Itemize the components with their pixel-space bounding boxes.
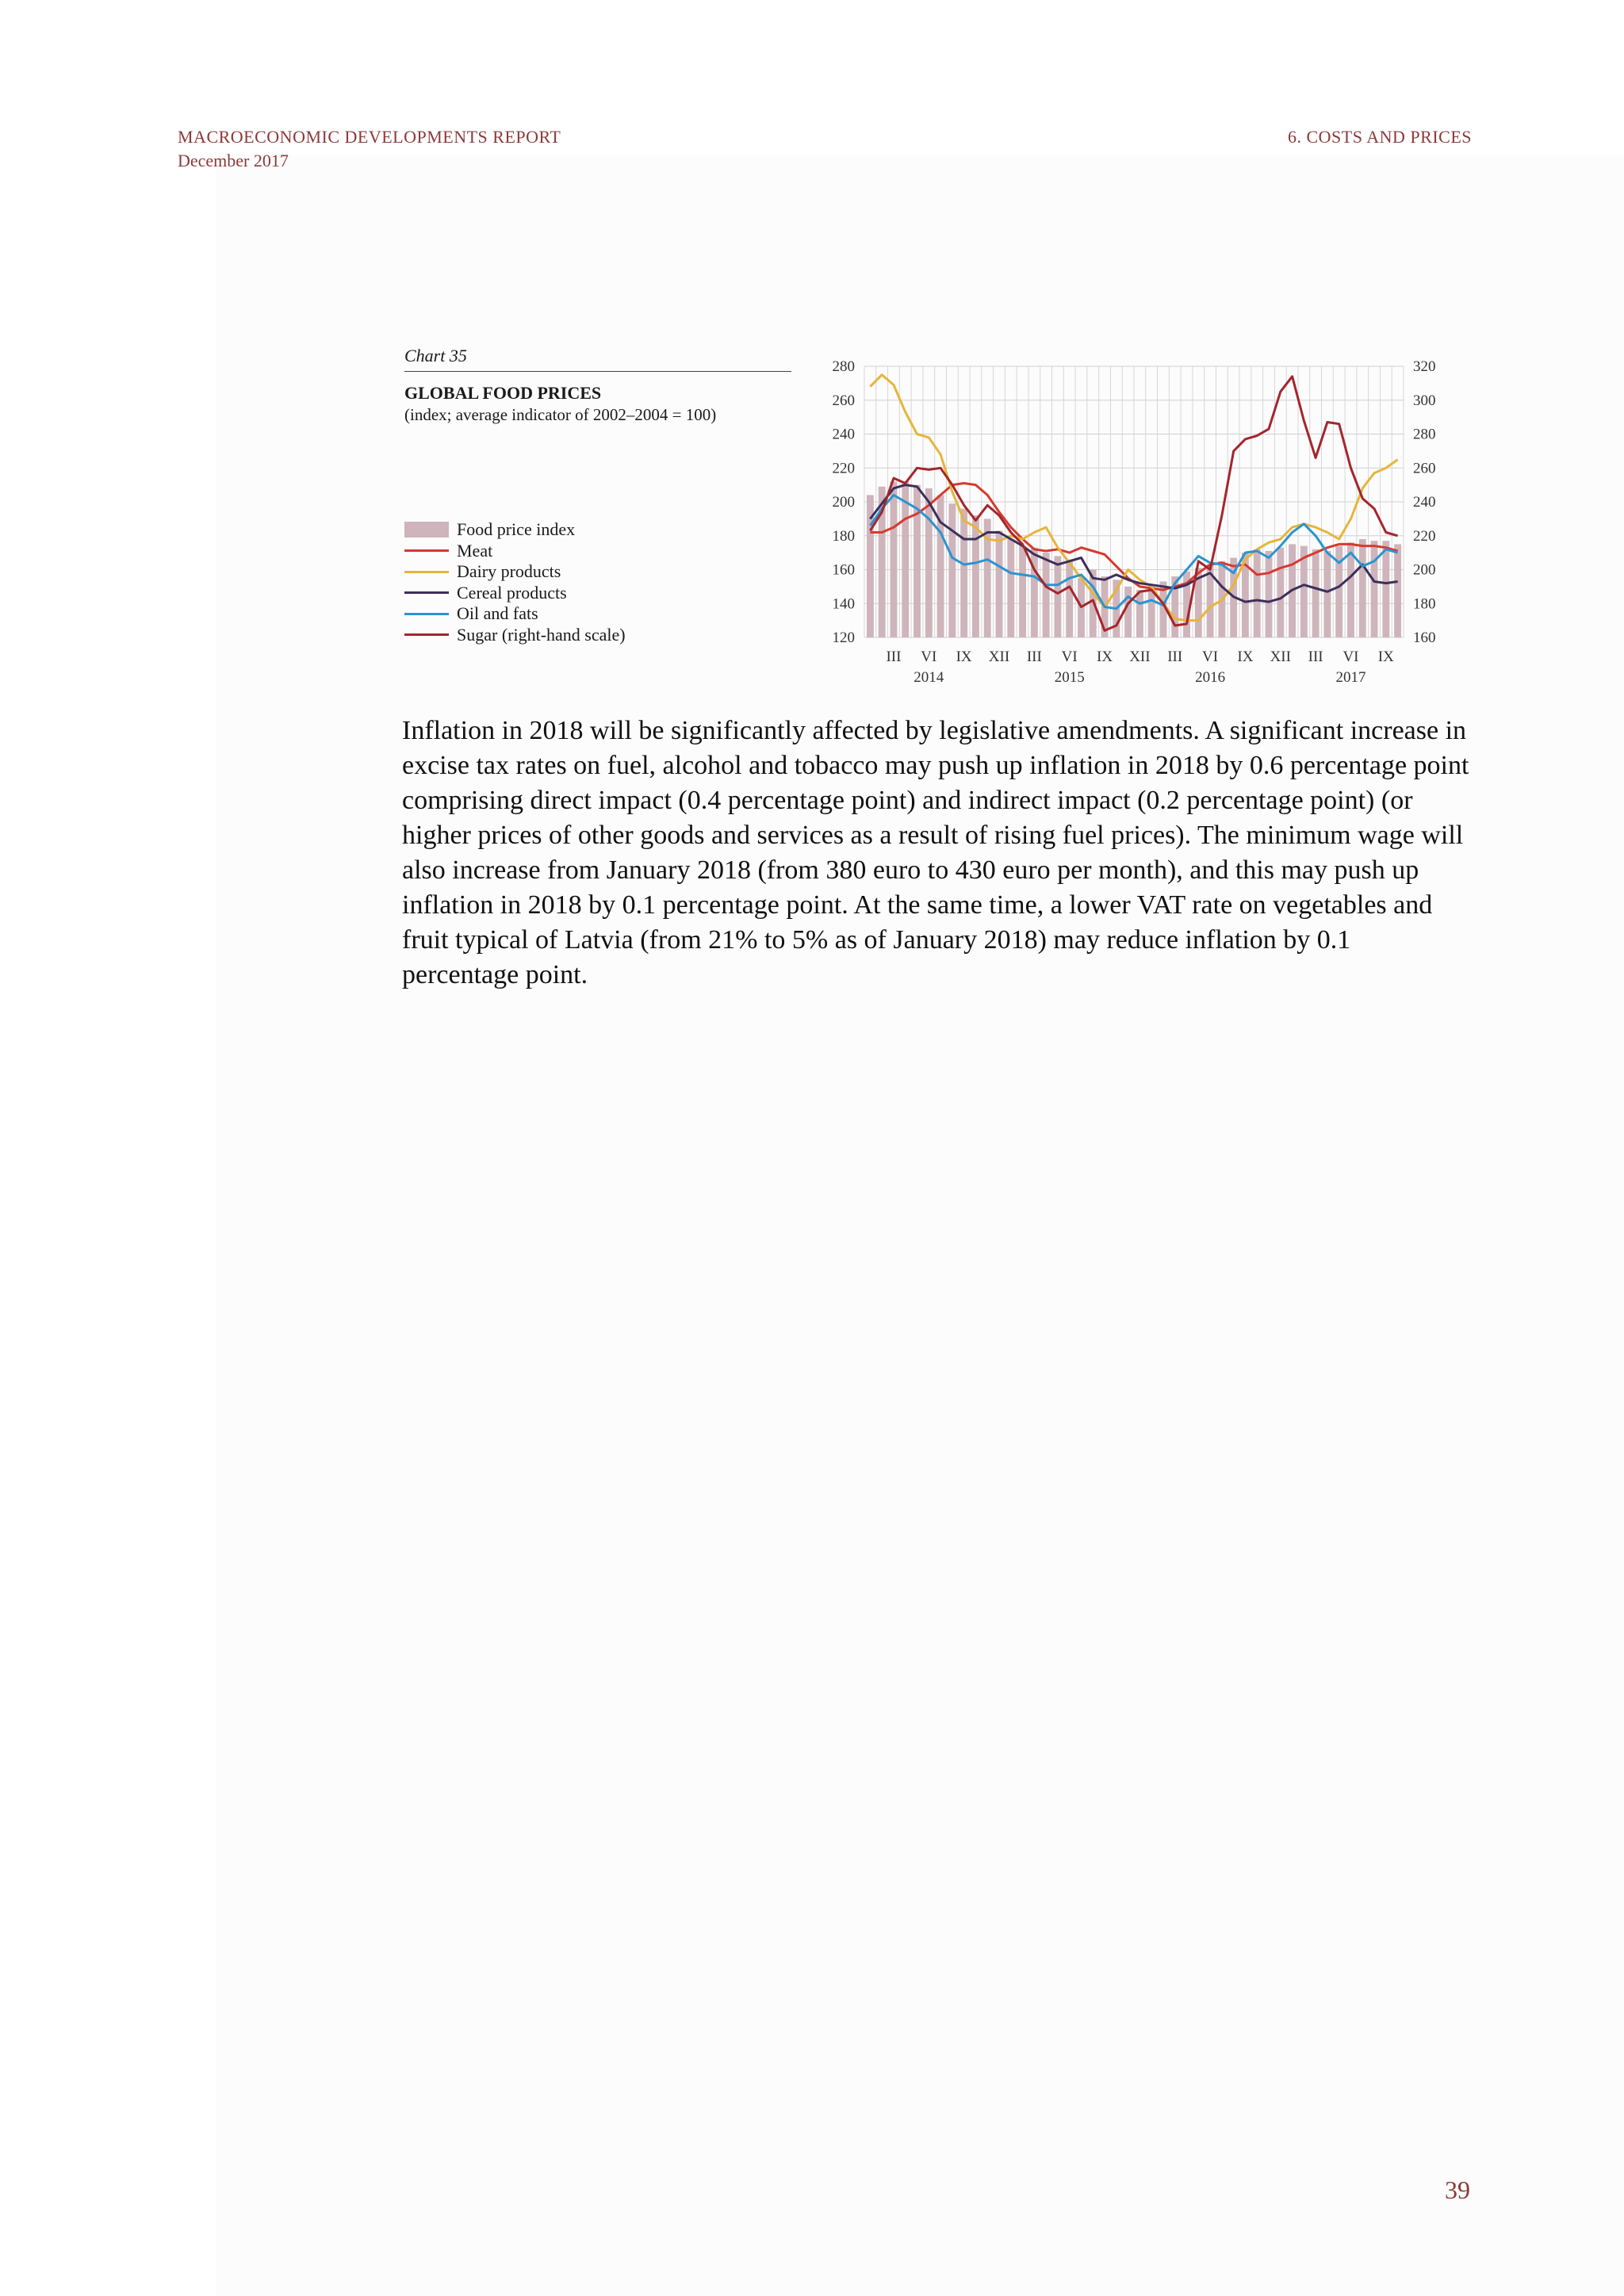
x-tick-label: IX (956, 649, 972, 665)
x-tick-label: XII (988, 649, 1010, 665)
y-right-tick-label: 200 (1413, 561, 1436, 579)
bar-food-price-index (1031, 548, 1038, 637)
x-year-label: 2014 (914, 669, 944, 686)
x-tick-label: XII (1129, 649, 1151, 665)
legend-item-dairy (404, 561, 626, 583)
section-header: 6. COSTS AND PRICES (1287, 127, 1472, 147)
bar-food-price-index (1371, 541, 1378, 637)
y-left-tick-label: 260 (832, 392, 855, 409)
y-left-tick-label: 140 (832, 595, 855, 613)
legend-label: Dairy products (457, 561, 561, 581)
bar-food-price-index (1043, 553, 1050, 637)
x-tick-label: IX (1097, 649, 1113, 665)
y-right-tick-label: 260 (1413, 460, 1436, 477)
x-tick-label: IX (1237, 649, 1254, 665)
legend-item-oil-fats (404, 603, 626, 625)
x-year-label: 2016 (1195, 669, 1226, 686)
chart-caption (404, 346, 791, 425)
legend-swatch (404, 571, 449, 573)
bar-food-price-index (925, 488, 933, 637)
x-tick-label: VI (1342, 649, 1359, 665)
bar-food-price-index (902, 481, 909, 637)
bar-food-price-index (1394, 544, 1401, 637)
bar-food-price-index (1007, 539, 1014, 637)
legend-swatch (404, 549, 449, 552)
legend-item-food-price-index (404, 519, 626, 541)
page-number: 39 (1445, 2175, 1470, 2204)
food-prices-chart (825, 349, 1459, 698)
x-tick-label: VI (1061, 649, 1078, 665)
y-left-tick-label: 220 (832, 460, 855, 477)
x-tick-label: XII (1270, 649, 1291, 665)
bar-food-price-index (960, 509, 967, 637)
legend-label: Sugar (right-hand scale) (457, 624, 626, 645)
legend-swatch (404, 613, 449, 615)
legend-swatch (404, 633, 449, 636)
report-title: MACROECONOMIC DEVELOPMENTS REPORT (178, 127, 561, 147)
bar-food-price-index (1359, 539, 1366, 637)
y-right-tick-label: 280 (1413, 426, 1436, 443)
bar-food-price-index (891, 481, 898, 637)
y-left-tick-label: 280 (832, 358, 855, 375)
y-left-tick-label: 200 (832, 494, 855, 511)
y-right-tick-label: 180 (1413, 595, 1436, 613)
legend-label: Meat (457, 540, 493, 561)
bar-food-price-index (1124, 587, 1132, 637)
y-left-tick-label: 120 (832, 629, 855, 646)
legend-item-meat (404, 541, 626, 562)
bar-food-price-index (1054, 556, 1061, 637)
bar-food-price-index (1066, 560, 1073, 637)
bar-food-price-index (1136, 590, 1143, 637)
report-header (178, 127, 561, 171)
y-left-tick-label: 240 (832, 426, 855, 443)
chart-legend (404, 519, 626, 645)
bar-food-price-index (1277, 548, 1284, 637)
x-tick-label: VI (921, 649, 937, 665)
x-year-label: 2017 (1335, 669, 1366, 686)
x-tick-label: IX (1377, 649, 1394, 665)
x-tick-label: III (1167, 649, 1183, 665)
legend-label: Food price index (457, 519, 576, 539)
x-tick-label: III (886, 649, 902, 665)
y-right-tick-label: 240 (1413, 494, 1436, 511)
legend-item-cereal (404, 583, 626, 604)
chart-number: Chart 35 (404, 346, 791, 372)
bar-food-price-index (972, 515, 979, 637)
legend-swatch (404, 591, 449, 594)
report-date: December 2017 (178, 151, 289, 170)
chart-title: GLOBAL FOOD PRICES (404, 383, 602, 403)
bar-food-price-index (948, 503, 956, 637)
bar-food-price-index (1254, 549, 1261, 637)
bar-food-price-index (1312, 549, 1320, 637)
legend-label: Oil and fats (457, 603, 538, 623)
bar-food-price-index (1266, 551, 1273, 637)
y-right-tick-label: 320 (1413, 358, 1436, 375)
x-tick-label: VI (1202, 649, 1219, 665)
bar-food-price-index (1382, 541, 1389, 637)
legend-label: Cereal products (457, 582, 567, 603)
x-year-label: 2015 (1054, 669, 1085, 686)
y-right-tick-label: 160 (1413, 629, 1436, 646)
x-tick-label: III (1308, 649, 1323, 665)
bar-food-price-index (1019, 546, 1026, 637)
x-tick-label: III (1026, 649, 1042, 665)
chart-subtitle: (index; average indicator of 2002–2004 = 100) (404, 405, 717, 424)
legend-swatch (404, 522, 449, 538)
legend-item-sugar (404, 625, 626, 646)
bar-food-price-index (1323, 551, 1331, 637)
y-right-tick-label: 220 (1413, 527, 1436, 545)
bar-food-price-index (996, 530, 1003, 637)
y-left-tick-label: 160 (832, 561, 855, 579)
body-paragraph: Inflation in 2018 will be significantly affected by legislative amendments. A significant increase in excise tax rates on fuel, alcohol and tobacco may push up inflation in 2018 by 0.6 percentage point comprising direct impact (0.4 percentage point) and indirect impact (0.2 percentage point) (or higher prices of other goods and services as a result of rising fuel prices). The minimum wage will also increase from January 2018 (from 380 euro to 430 euro per month), and this may push up inflation in 2018 by 0.1 percentage point. At the same time, a lower VAT rate on vegetables and fruit typical of Latvia (from 21% to 5% as of January 2018) may reduce inflation by 0.1 percentage point. (402, 716, 1469, 989)
y-right-tick-label: 300 (1413, 392, 1436, 409)
y-left-tick-label: 180 (832, 527, 855, 545)
